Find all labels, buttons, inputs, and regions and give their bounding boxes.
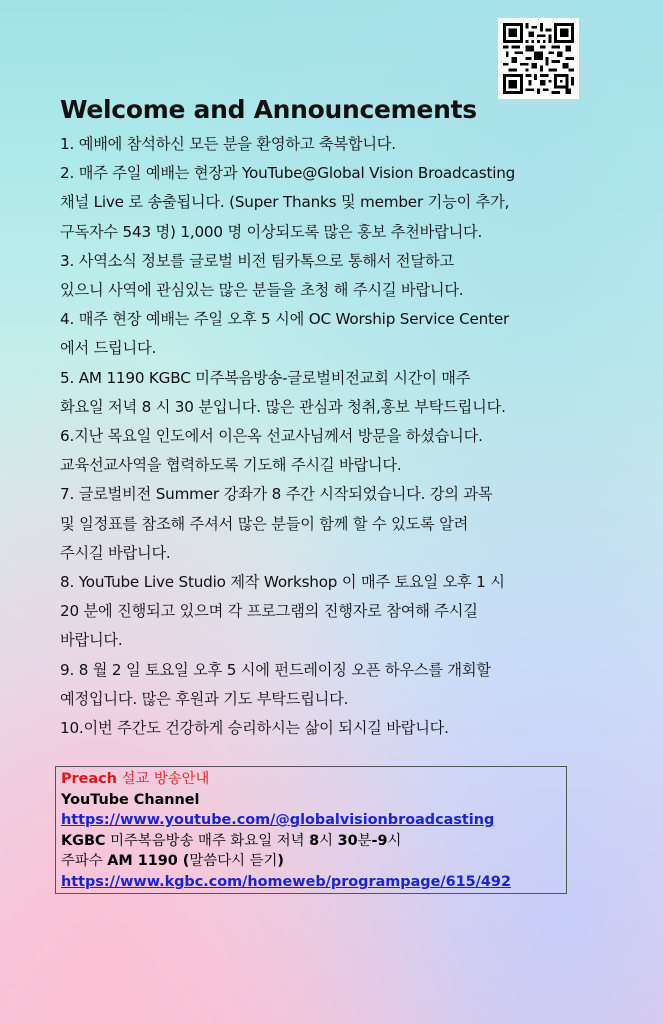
- frequency-line: [61, 851, 566, 872]
- announcement-line: 5. AM 1190 KGBC 미주복음방송-글로벌비전교회 시간이 매주: [60, 368, 471, 387]
- announcement-line: 채널 Live 로 송출됩니다. (Super Thanks 및 member 기능이 추가,: [60, 193, 510, 212]
- announcement-line: 9. 8 월 2 일 토요일 오후 5 시에 펀드레이징 오픈 하우스를 개회할: [60, 660, 491, 679]
- announcement-line: 4. 매주 현장 예배는 주일 오후 5 시에 OC Worship Service Center: [60, 310, 510, 329]
- announcement-list: [60, 130, 615, 743]
- broadcast-heading-rest: 설교 방송안내: [116, 771, 210, 787]
- announcement-line: 있으니 사역에 관심있는 많은 분들을 초청 해 주시길 바랍니다.: [60, 281, 464, 300]
- announcement-line: 및 일정표를 참조해 주셔서 많은 분들이 함께 할 수 있도록 알려: [60, 514, 469, 533]
- kgbc-hour: 8: [309, 832, 320, 849]
- announcement-line: 교육선교사역을 협력하도록 기도해 주시길 바랍니다.: [60, 456, 402, 475]
- kgbc-text: 미주복음방송 매주 화요일 저녁: [105, 832, 310, 849]
- qr-code: [498, 18, 579, 99]
- broadcast-heading: [61, 769, 566, 790]
- youtube-channel-label: YouTube Channel: [61, 791, 200, 808]
- qr-code-icon: [503, 23, 574, 94]
- page-title: Welcome and Announcements: [60, 95, 477, 124]
- announcement-line: 7. 글로벌비전 Summer 강좌가 8 주간 시작되었습니다. 강의 과목: [60, 485, 493, 504]
- announcement-line: 10.이번 주간도 건강하게 승리하시는 삶이 되시길 바랍니다.: [60, 719, 449, 738]
- frequency-close: ): [277, 853, 284, 870]
- announcement-line: 구독자수 543 명) 1,000 명 이상되도록 많은 홍보 추천바랍니다.: [60, 222, 483, 241]
- kgbc-schedule: [61, 831, 566, 852]
- announcement-line: 바랍니다.: [60, 631, 123, 650]
- kgbc-name: KGBC: [61, 832, 106, 849]
- announcement-line: 6.지난 목요일 인도에서 이은옥 선교사님께서 방문을 하셨습니다.: [60, 427, 483, 446]
- replay-text: 말씀다시 듣기: [189, 853, 278, 870]
- broadcast-info-box: [55, 766, 567, 894]
- frequency-value: AM 1190 (: [107, 853, 190, 870]
- youtube-channel-link[interactable]: https://www.youtube.com/@globalvisionbroadcasting: [61, 812, 495, 829]
- announcement-line: 1. 예배에 참석하신 모든 분을 환영하고 축복합니다.: [60, 135, 396, 153]
- kgbc-text: 시: [387, 832, 402, 849]
- announcement-line: 예정입니다. 많은 후원과 기도 부탁드립니다.: [60, 689, 349, 708]
- kgbc-text: 시: [319, 832, 338, 849]
- announcement-line: 2. 매주 주일 예배는 현장과 YouTube@Global Vision Broadcasting: [60, 164, 516, 183]
- kgbc-end-hour: -9: [371, 832, 388, 849]
- frequency-label: 주파수: [61, 853, 108, 870]
- announcement-line: 주시길 바랍니다.: [60, 543, 171, 562]
- announcement-line: 화요일 저녁 8 시 30 분입니다. 많은 관심과 청취,홍보 부탁드립니다.: [60, 397, 506, 416]
- announcement-line: 8. YouTube Live Studio 제작 Workshop 이 매주 토요일 오후 1 시: [60, 573, 505, 592]
- kgbc-minute: 30: [337, 832, 358, 849]
- announcement-line: 에서 드립니다.: [60, 339, 157, 358]
- broadcast-heading-bold: Preach: [61, 771, 117, 787]
- announcement-line: 20 분에 진행되고 있으며 각 프로그램의 진행자로 참여해 주시길: [60, 602, 478, 621]
- kgbc-text: 분: [357, 832, 372, 849]
- kgbc-program-link[interactable]: https://www.kgbc.com/homeweb/programpage/615/492: [61, 873, 511, 890]
- announcement-line: 3. 사역소식 정보를 글로벌 비전 팀카톡으로 통해서 전달하고: [60, 251, 454, 270]
